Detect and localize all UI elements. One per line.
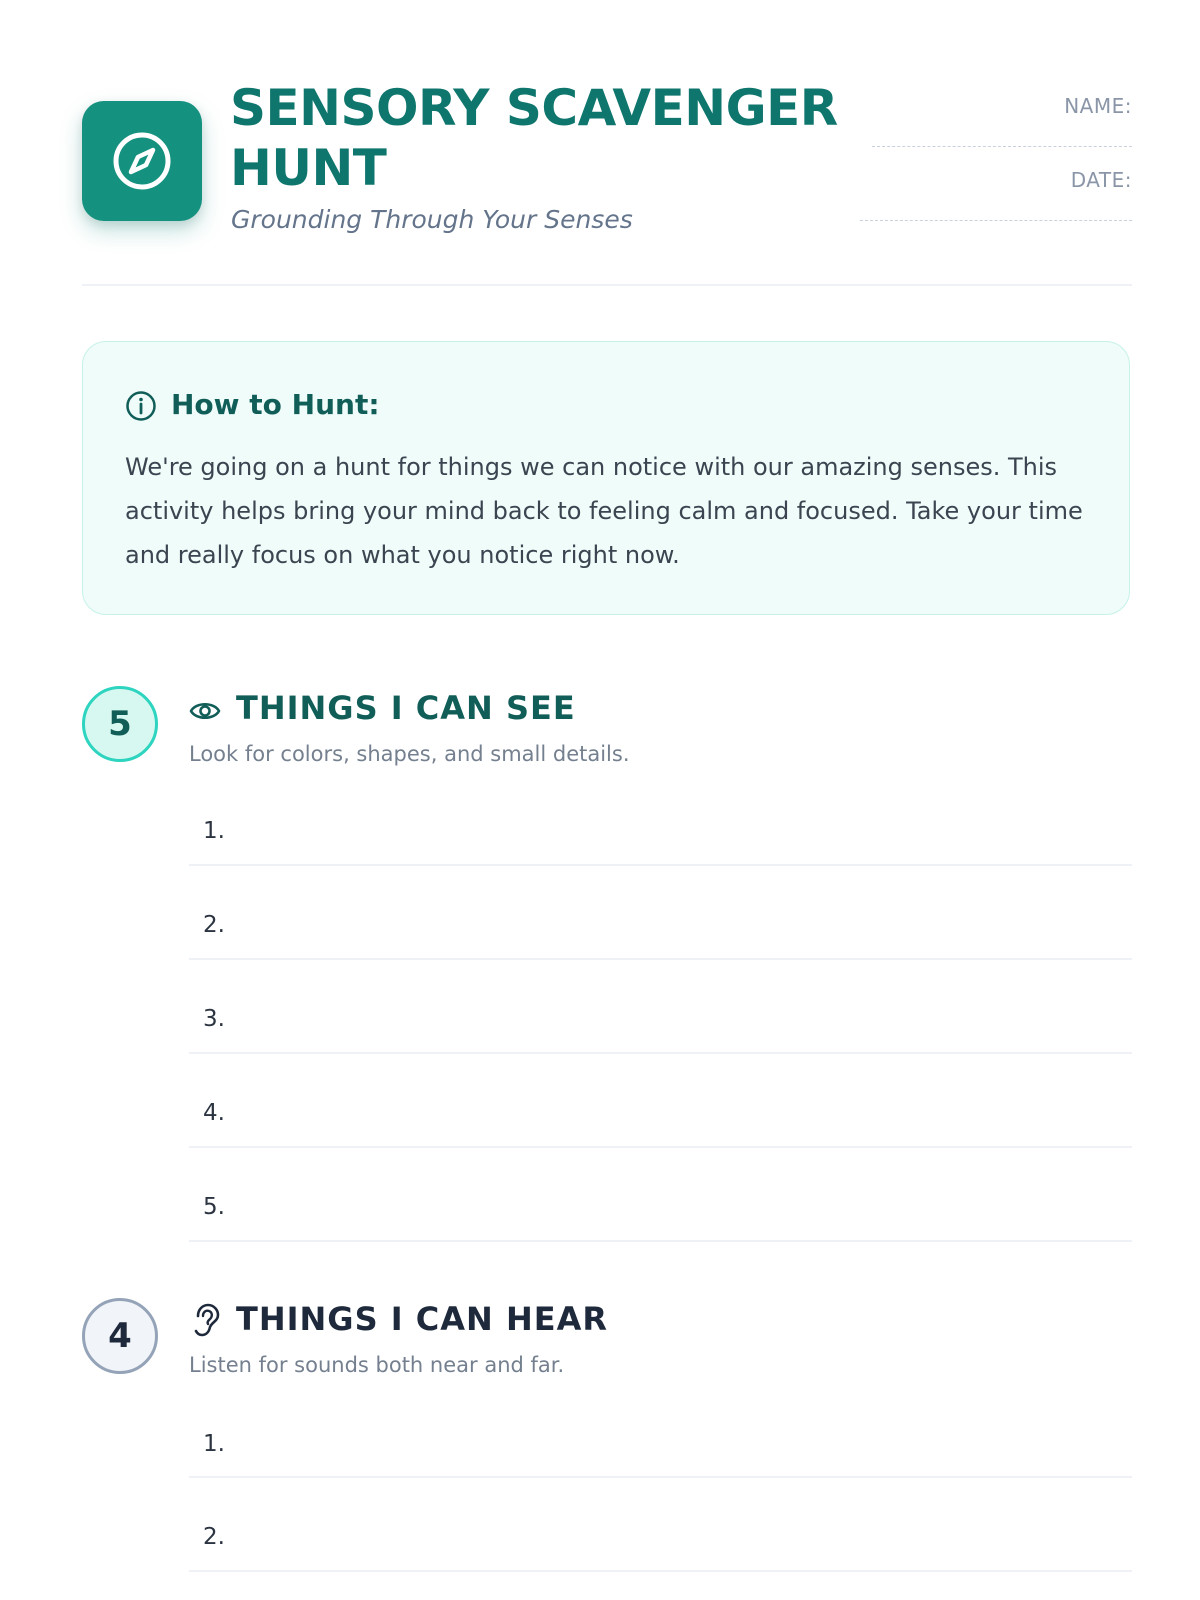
name-label: NAME: (1064, 94, 1132, 118)
line-number: 4. (203, 1100, 225, 1126)
answer-line[interactable] (189, 1570, 1132, 1572)
worksheet-header (82, 0, 1132, 286)
compass-icon (82, 101, 202, 221)
date-field-line[interactable] (860, 220, 1132, 221)
answer-line[interactable] (189, 1240, 1132, 1242)
answer-line[interactable] (189, 1052, 1132, 1054)
eye-icon (188, 694, 222, 732)
line-number: 1. (203, 1431, 225, 1457)
how-to-title: How to Hunt: (171, 388, 380, 421)
line-number: 2. (203, 1524, 225, 1550)
line-number: 3. (203, 1006, 225, 1032)
date-label: DATE: (1070, 168, 1132, 192)
count-badge: 4 (82, 1298, 158, 1374)
page-title: SENSORY SCAVENGER HUNT (230, 79, 838, 197)
page-subtitle: Grounding Through Your Senses (231, 205, 633, 234)
answer-line[interactable] (189, 1146, 1132, 1148)
line-number: 5. (203, 1194, 225, 1220)
name-field-line[interactable] (872, 146, 1132, 147)
how-to-text: We're going on a hunt for things we can notice with our amazing senses. This activity helps bring your mind back to feeling calm and focused. Take your time and really focus on what you notice right now. (125, 453, 1083, 569)
section-title: THINGS I CAN HEAR (236, 1300, 609, 1338)
answer-line[interactable] (189, 958, 1132, 960)
line-number: 2. (203, 912, 225, 938)
answer-line[interactable] (189, 864, 1132, 866)
ear-icon (188, 1302, 222, 1342)
section-subtitle: Listen for sounds both near and far. (189, 1353, 565, 1377)
section-title: THINGS I CAN SEE (236, 689, 576, 727)
count-badge: 5 (82, 686, 158, 762)
line-number: 1. (203, 818, 225, 844)
answer-line[interactable] (189, 1476, 1132, 1478)
section-subtitle: Look for colors, shapes, and small details. (189, 742, 630, 766)
info-circle-icon (125, 390, 157, 426)
header-divider (82, 284, 1132, 286)
how-to-box (82, 341, 1130, 615)
